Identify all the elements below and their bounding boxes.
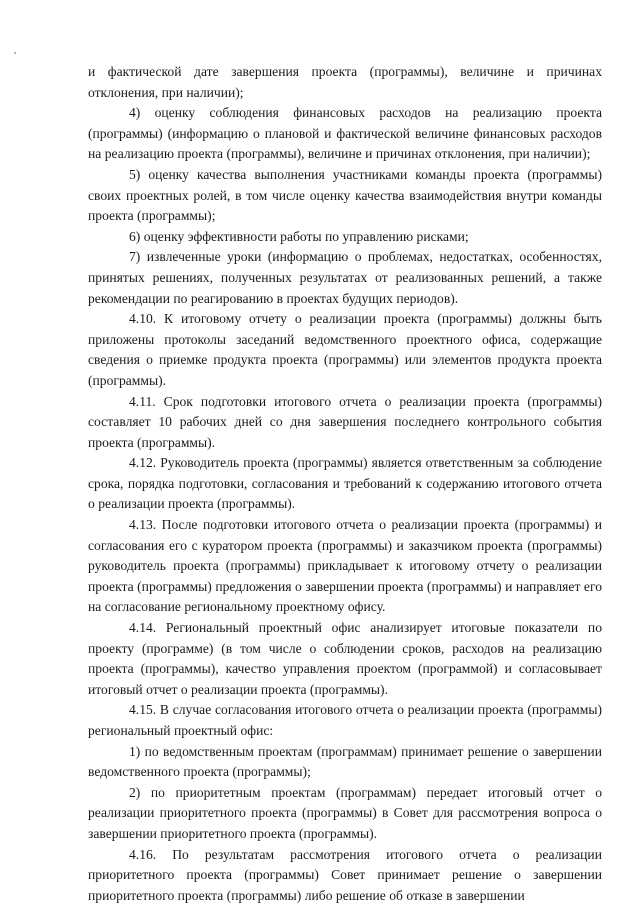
document-body [88, 62, 602, 906]
paragraph: 6) оценку эффективности работы по управлению рисками; [129, 228, 469, 244]
paragraph: 4.16. По результатам рассмотрения итогового отчета о реализации приоритетного проекта (программы) Совет принимает решение о завершении приоритетного проекта (программы) либо решение об отказе в завершении [88, 846, 602, 903]
paragraph: и фактической дате завершения проекта (программы), величине и причинах отклонения, при наличии); [88, 64, 602, 100]
paragraph: 4.13. После подготовки итогового отчета о реализации проекта (программы) и согласования его с куратором проекта (программы) и заказчиком проекта (программы) руководитель проекта (программы) прикладывает к итоговому отчету о реализации проекта (программы) предложения о завершении проекта (программы) и направляет его на согласование региональному проектному офису. [88, 517, 602, 615]
paragraph: 1) по ведомственным проектам (программам) принимает решение о завершении ведомственного проекта (программы); [88, 743, 602, 780]
paragraph: 4.14. Региональный проектный офис анализирует итоговые показатели по проекту (программе) (в том числе о соблюдении сроков, расходов на реализацию проекта (программы), качество управления проектом (программой) и согласовывает итоговый отчет о реализации проекта (программы). [88, 620, 602, 697]
paragraph: 5) оценку качества выполнения участниками команды проекта (программы) своих проектных ролей, в том числе оценку качества взаимодействия внутри команды проекта (программы); [88, 166, 602, 224]
paragraph: 4.10. К итоговому отчету о реализации проекта (программы) должны быть приложены протоколы заседаний ведомственного проектного офиса, содержащие сведения о приемке продукта проекта (программы) или элементов продукта проекта (программы). [88, 311, 602, 388]
scan-speck [14, 52, 16, 54]
paragraph: 4) оценку соблюдения финансовых расходов на реализацию проекта (программы) (информацию о плановой и фактической величине финансовых расходов на реализацию проекта (программы), величине и причинах отклонения, при наличии); [88, 105, 602, 162]
paragraph: 7) извлеченные уроки (информацию о проблемах, недостатках, особенностях, принятых решениях, полученных результатах от реализованных решений, а также рекомендации по реагированию в проектах будущих периодов). [88, 249, 602, 306]
paragraph: 4.11. Срок подготовки итогового отчета о реализации проекта (программы) составляет 10 рабочих дней со дня завершения последнего контрольного события проекта (программы). [88, 393, 602, 450]
paragraph: 4.15. В случае согласования итогового отчета о реализации проекта (программы) региональный проектный офис: [88, 702, 602, 738]
paragraph: 2) по приоритетным проектам (программам) передает итоговый отчет о реализации приоритетного проекта (программы) в Совет для рассмотрения вопроса о завершении приоритетного проекта (программы). [88, 784, 602, 841]
paragraph: 4.12. Руководитель проекта (программы) является ответственным за соблюдение срока, порядка подготовки, согласования и требований к содержанию итогового отчета о реализации проекта (программы). [88, 455, 602, 512]
